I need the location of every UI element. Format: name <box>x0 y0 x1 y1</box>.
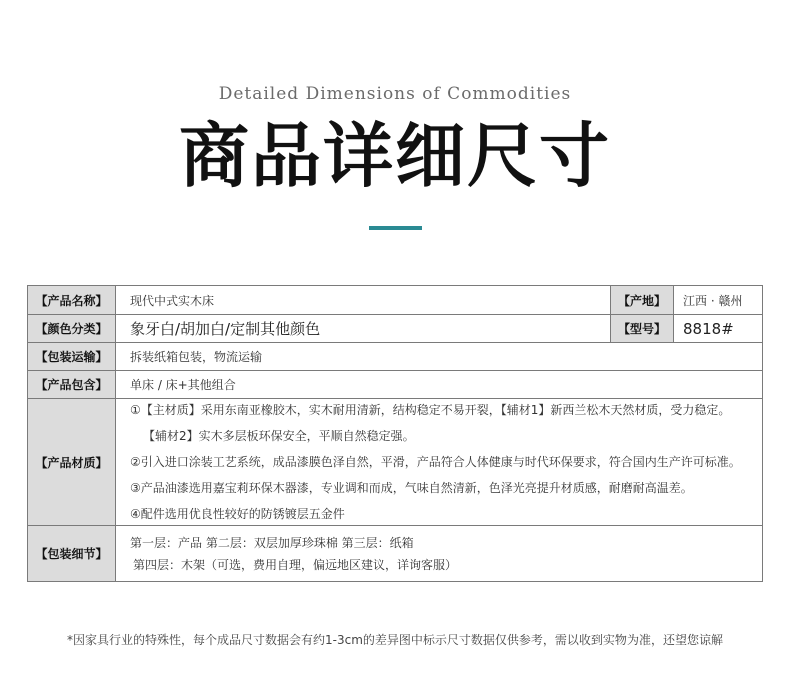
color-label: 【颜色分类】 <box>28 315 116 342</box>
product-name-label: 【产品名称】 <box>28 286 116 314</box>
origin-value: 江西 · 赣州 <box>683 293 743 308</box>
row-material <box>28 398 762 525</box>
model-value: 8818# <box>683 319 734 338</box>
row-includes <box>28 370 762 398</box>
packing-label: 【包装细节】 <box>28 526 116 581</box>
spec-table <box>27 285 763 582</box>
material-line: ④配件选用优良性较好的防锈镀层五金件 <box>130 507 345 521</box>
english-title: Detailed Dimensions of Commodities <box>218 84 572 104</box>
page-title: 商品详细尺寸 <box>179 114 611 197</box>
row-product-name <box>28 286 762 314</box>
row-shipping <box>28 342 762 370</box>
material-line: ①【主材质】采用东南亚橡胶木，实木耐用清新，结构稳定不易开裂，【辅材1】新西兰松木天然材质，受力稳定。 <box>130 403 731 417</box>
includes-label: 【产品包含】 <box>28 371 116 398</box>
row-packing <box>28 525 762 581</box>
row-color <box>28 314 762 342</box>
includes-value: 单床 / 床+其他组合 <box>130 378 236 392</box>
model-label: 【型号】 <box>610 315 674 342</box>
title-accent-bar <box>369 226 422 230</box>
material-label: 【产品材质】 <box>28 399 116 525</box>
footnote: *因家具行业的特殊性，每个成品尺寸数据会有约1-3cm的差异图中标示尺寸数据仅供参考，需以收到实物为准，还望您谅解 <box>67 633 723 647</box>
shipping-value: 拆装纸箱包装，物流运输 <box>130 350 263 364</box>
color-value: 象牙白/胡加白/定制其他颜色 <box>130 320 321 338</box>
origin-label: 【产地】 <box>610 286 674 314</box>
shipping-label: 【包装运输】 <box>28 343 116 370</box>
packing-lines <box>116 526 762 581</box>
packing-line: 第四层：木架（可选，费用自理，偏远地区建议，详询客服） <box>133 557 458 572</box>
material-line: ②引入进口涂装工艺系统，成品漆膜色泽自然，平滑，产品符合人体健康与时代环保要求，符合国内生产许可标准。 <box>130 455 741 469</box>
product-name-value: 现代中式实木床 <box>130 293 215 308</box>
material-lines <box>116 399 762 525</box>
material-line: ③产品油漆选用嘉宝莉环保木器漆，专业调和而成，气味自然清新，色泽光亮提升材质感，耐磨耐高温差。 <box>130 481 693 495</box>
material-line: 【辅材2】实木多层板环保安全，平顺自然稳定强。 <box>143 429 415 443</box>
packing-line: 第一层：产品 第二层：双层加厚珍珠棉 第三层：纸箱 <box>130 535 414 550</box>
